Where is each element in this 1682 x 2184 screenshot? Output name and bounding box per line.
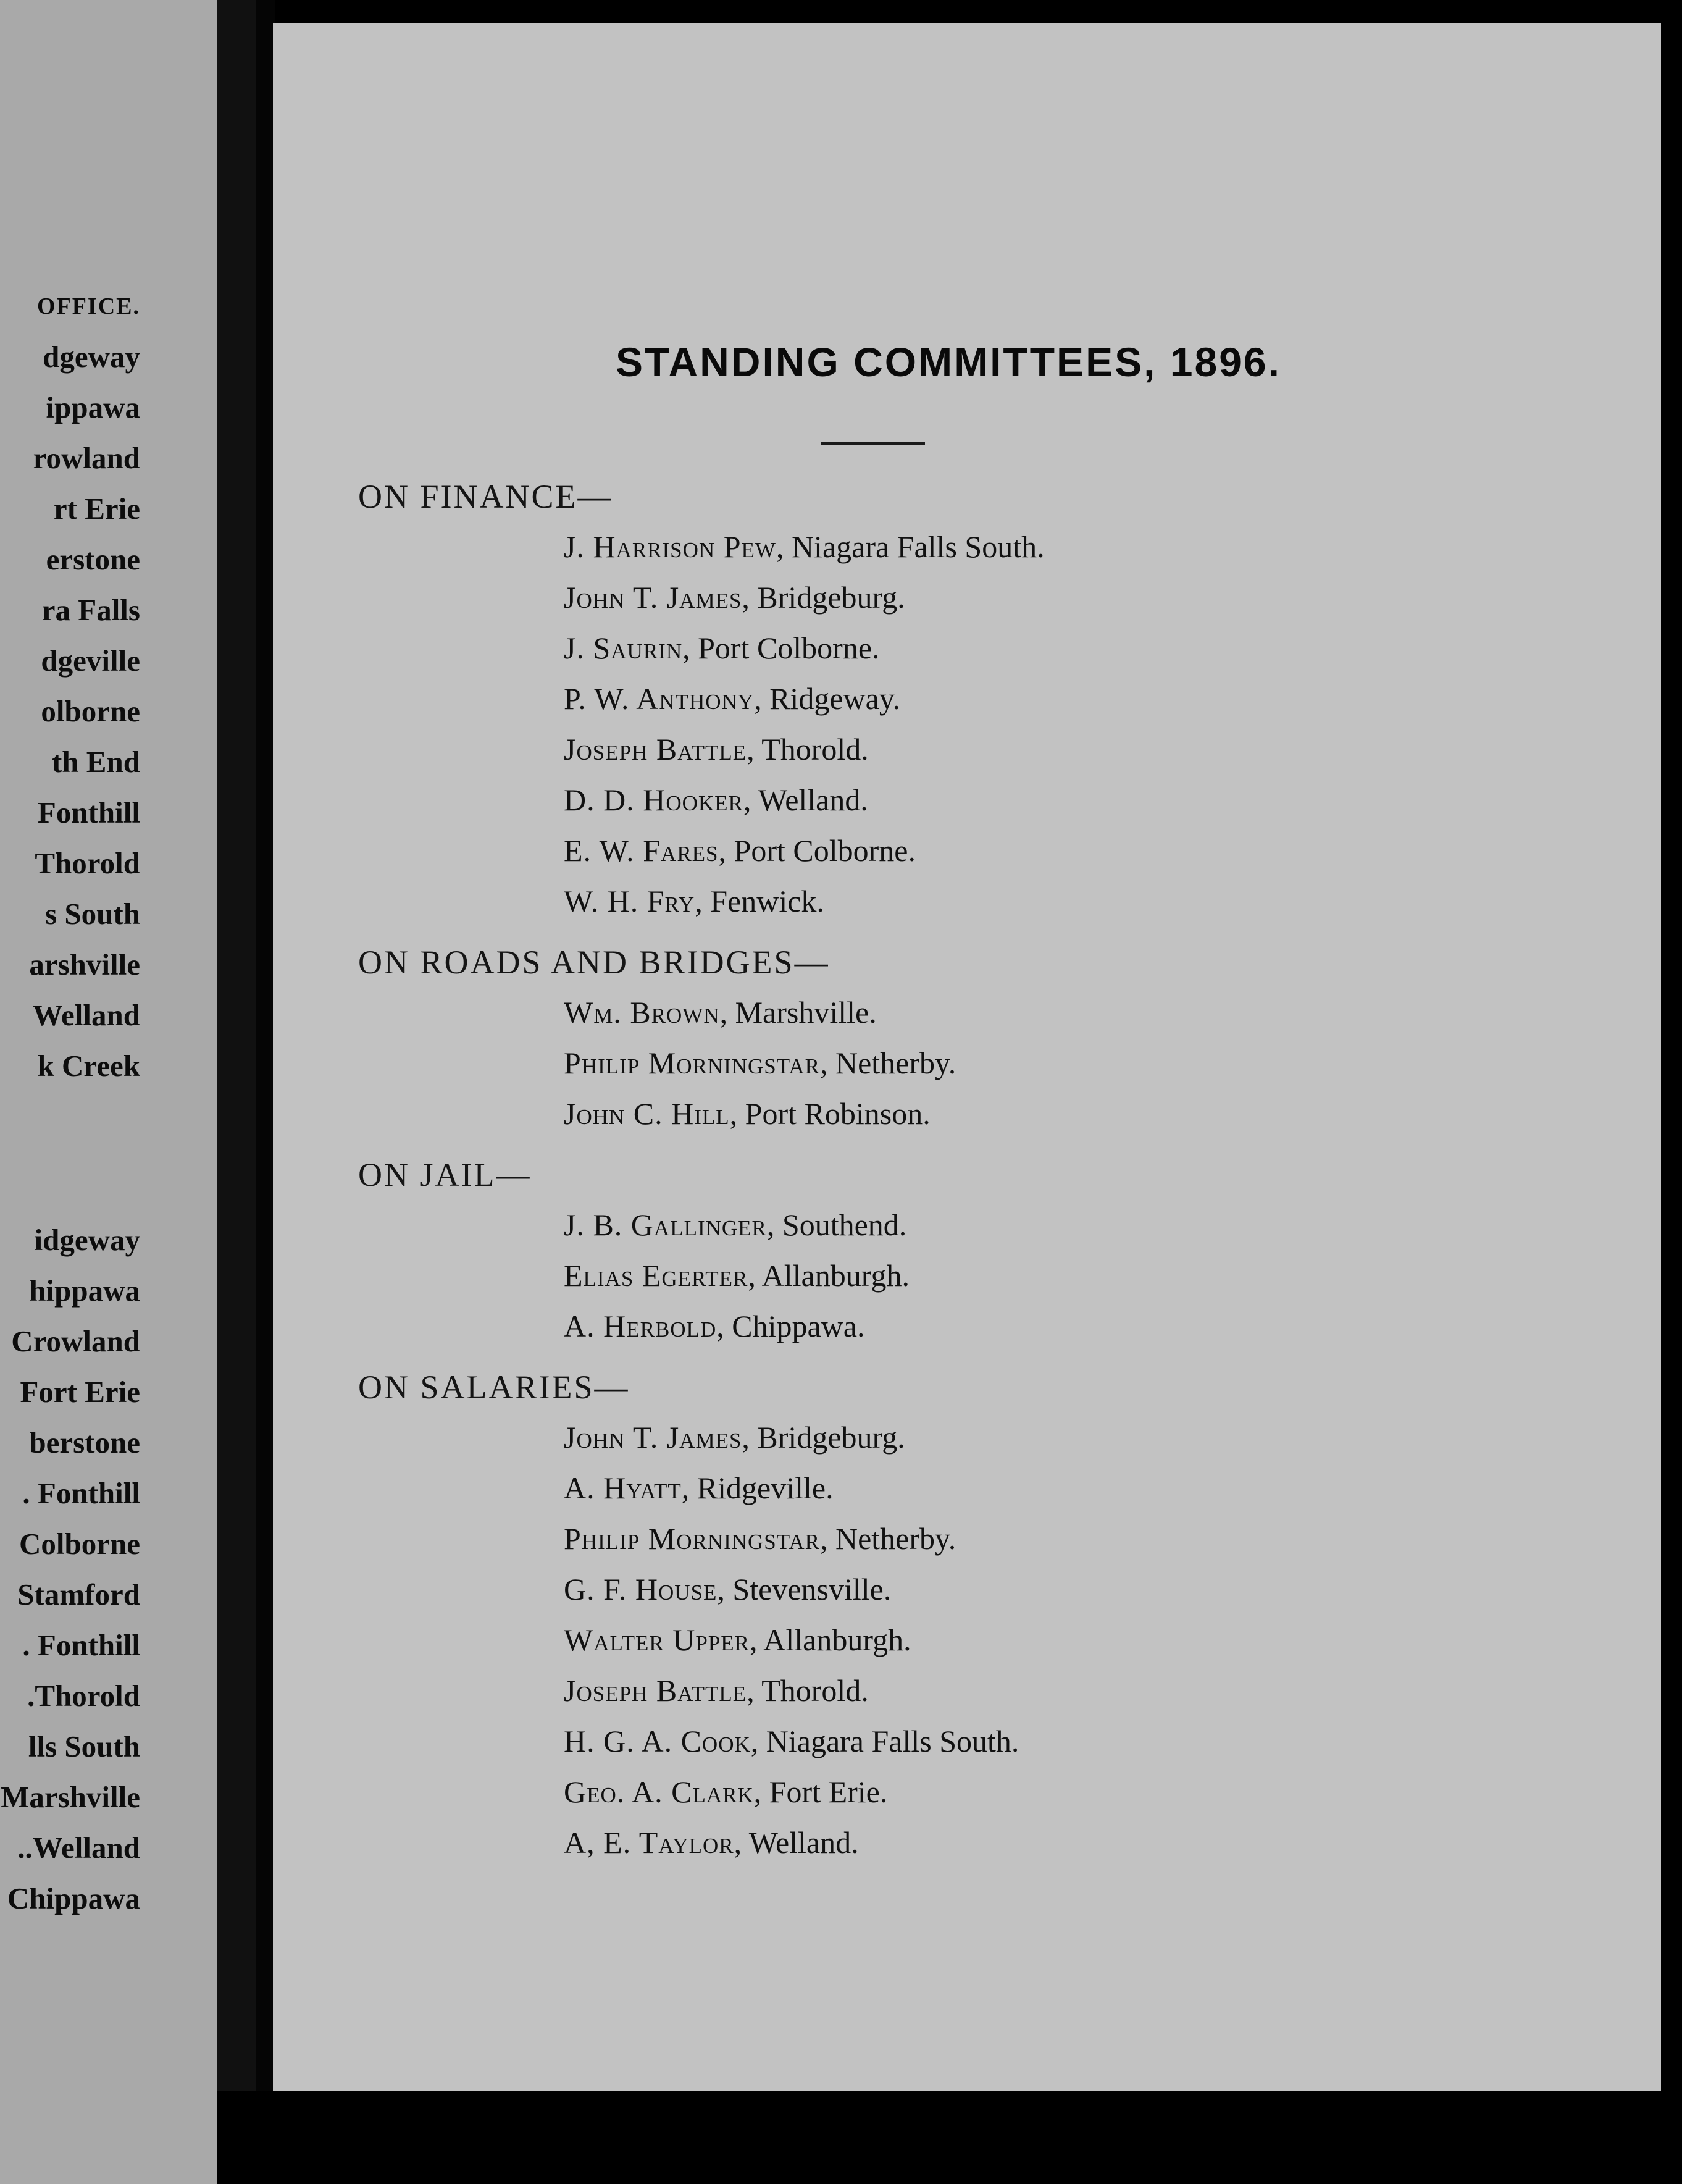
page-title: STANDING COMMITTEES, 1896. [616, 339, 1281, 385]
section-heading: ON JAIL— [358, 1156, 532, 1193]
document-page [273, 23, 1661, 2091]
member-row: J. B. Gallinger, Southend. [564, 1208, 907, 1242]
member-name: John T. James [564, 580, 742, 615]
member-row: J. Harrison Pew, Niagara Falls South. [564, 529, 1045, 564]
committee-section [358, 472, 1531, 926]
member-place: Port Colborne. [734, 833, 916, 868]
member-name: Joseph Battle [564, 1673, 747, 1708]
member-row: Walter Upper, Allanburgh. [564, 1623, 911, 1657]
left-page-entry: ippawa [46, 390, 140, 424]
member-name: D. D. Hooker [564, 783, 743, 817]
member-row: H. G. A. Cook, Niagara Falls South. [564, 1724, 1019, 1758]
member-name: J. Saurin [564, 631, 683, 665]
member-row: Wm. Brown, Marshville. [564, 995, 877, 1030]
member-row: P. W. Anthony, Ridgeway. [564, 681, 901, 716]
left-page-entry: hippawa [29, 1274, 140, 1308]
member-row: Elias Egerter, Allanburgh. [564, 1258, 910, 1293]
left-page-entry: olborne [41, 694, 140, 728]
left-page-entry: .Thorold [27, 1679, 140, 1713]
member-name: P. W. Anthony [564, 681, 755, 716]
member-row: A, E. Taylor, Welland. [564, 1825, 859, 1860]
left-page-list [1, 281, 140, 1924]
member-place: Welland. [758, 783, 868, 817]
member-name: A, E. Taylor [564, 1825, 734, 1860]
member-row: Joseph Battle, Thorold. [564, 732, 869, 766]
member-name: A. Hyatt [564, 1471, 682, 1505]
left-page-entry: Chippawa [7, 1881, 140, 1915]
left-page-entry: erstone [46, 542, 140, 576]
member-place: Ridgeway. [769, 681, 901, 716]
member-place: Port Robinson. [745, 1096, 931, 1131]
left-page-entry: Welland [32, 998, 140, 1032]
title-rule [821, 442, 925, 445]
member-place: Welland. [748, 1825, 859, 1860]
left-group-1 [1, 332, 140, 1091]
member-row: Geo. A. Clark, Fort Erie. [564, 1774, 888, 1809]
member-place: Niagara Falls South. [766, 1724, 1019, 1758]
left-page-entry: arshville [29, 947, 140, 981]
member-place: Fort Erie. [769, 1774, 888, 1809]
member-place: Allanburgh. [761, 1258, 910, 1293]
left-page-entry: idgeway [34, 1223, 140, 1257]
member-name: J. Harrison Pew [564, 529, 776, 564]
member-name: A. Herbold [564, 1309, 717, 1343]
left-page-entry: berstone [29, 1426, 140, 1460]
left-page-entry: s South [45, 897, 140, 931]
member-name: Geo. A. Clark [564, 1774, 754, 1809]
member-row: E. W. Fares, Port Colborne. [564, 833, 916, 868]
member-place: Chippawa. [732, 1309, 865, 1343]
page-gutter-edge [256, 0, 275, 2184]
left-page-entry: . Fonthill [22, 1476, 140, 1510]
left-page-entry: Marshville [1, 1780, 140, 1814]
left-page-entry: Thorold [35, 846, 140, 880]
member-row: Philip Morningstar, Netherby. [564, 1521, 956, 1556]
member-name: Philip Morningstar [564, 1046, 820, 1080]
member-place: Thorold. [761, 732, 869, 766]
left-page-entry: lls South [28, 1729, 140, 1763]
member-name: John C. Hill [564, 1096, 730, 1131]
member-place: Ridgeville. [697, 1471, 834, 1505]
member-name: J. B. Gallinger [564, 1208, 767, 1242]
committee-section [358, 1363, 1531, 1868]
committee-section [358, 1150, 1531, 1351]
committee-list [358, 471, 1531, 1879]
left-page-fragment [0, 0, 217, 2184]
left-page-entry: k Creek [37, 1049, 140, 1083]
member-place: Netherby. [835, 1046, 956, 1080]
member-name: H. G. A. Cook [564, 1724, 751, 1758]
member-name: Elias Egerter [564, 1258, 748, 1293]
left-page-entry: th End [51, 745, 140, 779]
left-page-entry: Fort Erie [20, 1375, 140, 1409]
member-place: Thorold. [761, 1673, 869, 1708]
member-place: Bridgeburg. [757, 1420, 905, 1455]
member-name: Joseph Battle [564, 732, 747, 766]
left-page-entry: dgeville [41, 644, 140, 678]
section-heading: ON ROADS AND BRIDGES— [358, 944, 830, 981]
member-place: Allanburgh. [763, 1623, 911, 1657]
member-row: A. Herbold, Chippawa. [564, 1309, 865, 1343]
member-row: John C. Hill, Port Robinson. [564, 1096, 931, 1131]
committee-section [358, 938, 1531, 1139]
member-place: Bridgeburg. [757, 580, 905, 615]
member-place: Niagara Falls South. [791, 529, 1045, 564]
member-row: Philip Morningstar, Netherby. [564, 1046, 956, 1080]
left-page-header: OFFICE. [36, 293, 140, 319]
left-page-entry: ..Welland [17, 1831, 140, 1865]
left-page-entry: Fonthill [37, 796, 140, 830]
member-row: A. Hyatt, Ridgeville. [564, 1471, 834, 1505]
member-row: Joseph Battle, Thorold. [564, 1673, 869, 1708]
member-row: John T. James, Bridgeburg. [564, 580, 905, 615]
member-place: Port Colborne. [698, 631, 880, 665]
member-row: John T. James, Bridgeburg. [564, 1420, 905, 1455]
member-row: W. H. Fry, Fenwick. [564, 884, 824, 918]
left-page-entry: . Fonthill [22, 1628, 140, 1662]
left-page-entry: rowland [33, 441, 140, 475]
member-row: J. Saurin, Port Colborne. [564, 631, 880, 665]
member-name: G. F. House [564, 1572, 718, 1606]
left-group-2 [1, 1215, 140, 1924]
left-page-entry: Crowland [11, 1324, 140, 1358]
member-name: John T. James [564, 1420, 742, 1455]
left-page-entry: Stamford [17, 1577, 140, 1611]
left-page-entry: Colborne [19, 1527, 140, 1561]
section-heading: ON FINANCE— [358, 478, 613, 515]
member-place: Fenwick. [710, 884, 824, 918]
member-name: E. W. Fares [564, 833, 719, 868]
member-name: Philip Morningstar [564, 1521, 820, 1556]
member-place: Stevensville. [732, 1572, 892, 1606]
member-place: Netherby. [835, 1521, 956, 1556]
member-name: Walter Upper [564, 1623, 750, 1657]
left-page-entry: rt Erie [53, 492, 140, 526]
bottom-border [217, 2091, 1682, 2184]
member-row: D. D. Hooker, Welland. [564, 783, 868, 817]
member-place: Southend. [782, 1208, 907, 1242]
member-place: Marshville. [735, 995, 877, 1030]
member-row: G. F. House, Stevensville. [564, 1572, 892, 1606]
left-page-entry: ra Falls [41, 593, 140, 627]
member-name: W. H. Fry [564, 884, 695, 918]
left-page-entry: dgeway [43, 340, 140, 374]
member-name: Wm. Brown [564, 995, 720, 1030]
section-heading: ON SALARIES— [358, 1369, 630, 1406]
